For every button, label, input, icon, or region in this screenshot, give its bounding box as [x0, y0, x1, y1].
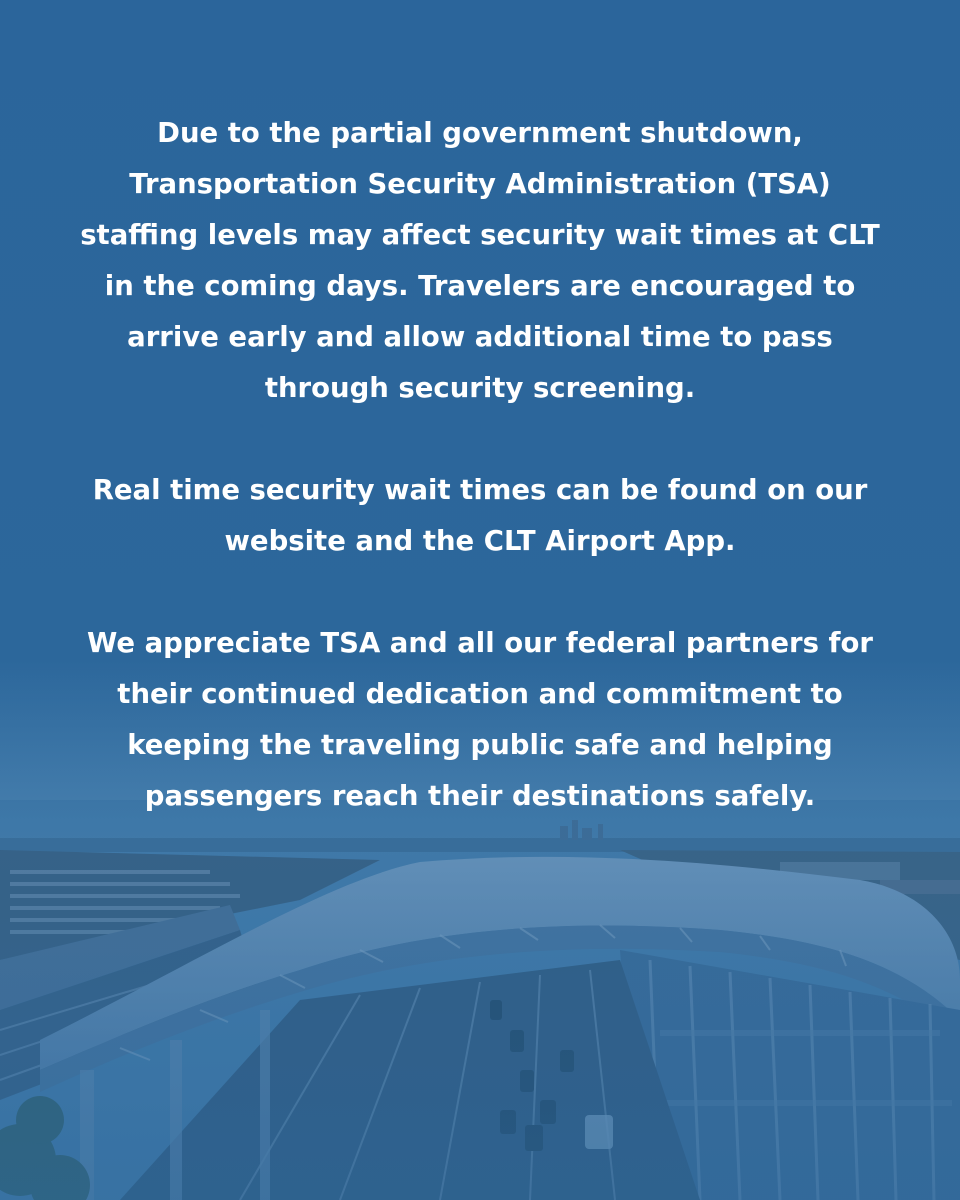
text-line: Transportation Security Administration (TSA)	[129, 168, 831, 200]
text-line: arrive early and allow additional time to pass	[127, 321, 833, 353]
paragraph-shutdown	[40, 108, 920, 414]
text-line: Real time security wait times can be found on our	[92, 474, 868, 506]
paragraph-appreciation	[40, 618, 920, 822]
text-line: their continued dedication and commitment to	[117, 678, 843, 710]
text-line: Due to the partial government shutdown,	[157, 117, 803, 149]
text-line: in the coming days. Travelers are encouraged to	[104, 270, 856, 302]
text-line: through security screening.	[264, 372, 696, 404]
text-line: website and the CLT Airport App.	[224, 525, 736, 557]
text-line: staffing levels may affect security wait times at CLT	[80, 219, 880, 251]
text-line: passengers reach their destinations safely.	[144, 780, 816, 812]
text-line: We appreciate TSA and all our federal partners for	[87, 627, 873, 659]
text-line: keeping the traveling public safe and helping	[127, 729, 833, 761]
announcement-text	[40, 108, 920, 822]
paragraph-wait-times	[40, 465, 920, 567]
